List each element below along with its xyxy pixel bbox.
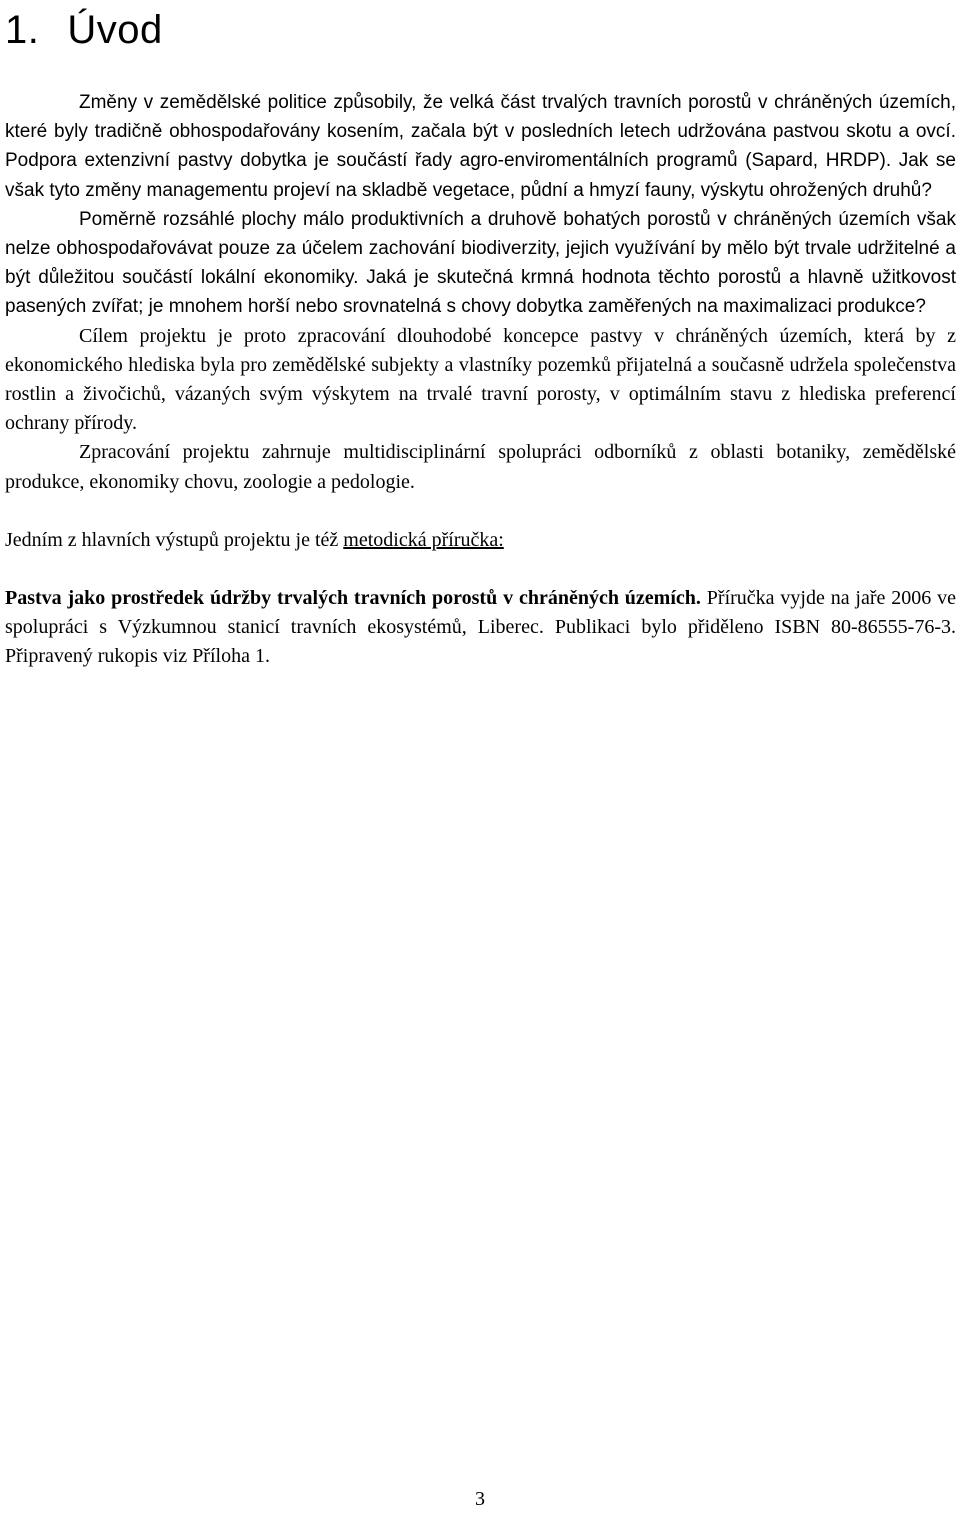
spacer <box>5 497 956 526</box>
section-number: 1. <box>5 8 40 52</box>
outputs-lead: Jedním z hlavních výstupů projektu je též <box>5 528 344 551</box>
section-title: Úvod <box>67 8 163 52</box>
paragraph-intro-part1: Změny v zemědělské politice způsobily, že velká část trvalých travních porostů v chráněných územích, které byly tradičně obhospodařovány kosením, začala být v posledních letech udržována pastvou skotu a ovcí. <box>5 92 956 143</box>
paragraph-intro <box>5 88 956 205</box>
paragraph-handbook <box>5 584 956 672</box>
spacer <box>5 555 956 584</box>
handbook-link-text: metodická příručka: <box>343 528 504 551</box>
paragraph-outputs <box>5 526 956 555</box>
paragraph-goal: Cílem projektu je proto zpracování dlouhodobé koncepce pastvy v chráněných územích, která by z ekonomického hlediska byla pro zemědělské subjekty a vlastníky pozemků přijatelná a současně udržela společenstva rostlin a živočichů, vázaných svým výskytem na trvalé travní porosty, v optimálním stavu z hlediska preferencí ochrany přírody. <box>5 324 956 435</box>
document-page <box>5 0 956 672</box>
page-number: 3 <box>475 1488 485 1510</box>
section-heading <box>5 0 956 54</box>
handbook-details: Příručka vyjde na jaře 2006 ve spolupráci s Výzkumnou stanicí travních ekosystémů, Liberec. Publikaci bylo přiděleno ISBN 80-86555-76-3. Připravený rukopis viz Příloha 1. <box>5 587 957 668</box>
handbook-title: Pastva jako prostředek údržby trvalých travních porostů v chráněných územích. <box>5 587 701 610</box>
body-text <box>5 88 956 672</box>
paragraph-intro-part2: Podpora extenzivní pastvy dobytka je součástí řady agro-enviromentálních programů (Sapard, HRDP). Jak se však tyto změny managementu projeví na skladbě vegetace, půdní a hmyzí fauny, výskytu ohrožených druhů? <box>5 150 956 201</box>
paragraph-biodiversity: Poměrně rozsáhlé plochy málo produktivních a druhově bohatých porostů v chráněných územích však nelze obhospodařovávat pouze za účelem zachování biodiverzity, jejich využívání by mělo být trvale udržitelné a být důležitou součástí lokální ekonomiky. Jaká je skutečná krmná hodnota těchto porostů a hlavně užitkovost pasených zvířat; je mnohem horší nebo srovnatelná s chovy dobytka zaměřených na maximalizaci produkce? <box>5 208 956 318</box>
paragraph-collaboration: Zpracování projektu zahrnuje multidisciplinární spolupráci odborníků z oblasti botaniky, zemědělské produkce, ekonomiky chovu, zoologie a pedologie. <box>5 441 956 493</box>
